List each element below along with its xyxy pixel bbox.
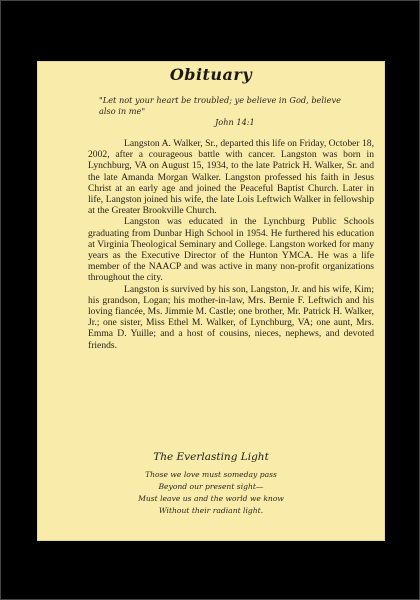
poem-line: Must leave us and the world we know — [138, 494, 284, 503]
poem-line: Beyond our present sight— — [158, 482, 264, 491]
obituary-body — [88, 138, 374, 351]
scripture-reference: John 14:1 — [215, 117, 255, 127]
obituary-title: Obituary — [169, 65, 253, 84]
paragraph-education: Langston was educated in the Lynchburg Public Schools graduating from Dunbar High School in 1954. He furthered his education at Virginia Theological Seminary and College. Langston worked for many years as the Executive Director of the Hunton YMCA. He was a life member of the NAACP and was active in many non-profit organizations throughout the city. — [88, 216, 374, 284]
poem-line: Without their radiant light. — [158, 506, 264, 515]
poem-title: The Everlasting Light — [153, 451, 269, 463]
paragraph-biography: Langston A. Walker, Sr., departed this life on Friday, October 18, 2002, after a courageous battle with cancer. Langston was born in Lynchburg, VA on August 15, 1934, to the late Patrick H. Walker, Sr. and the late Amanda Morgan Walker. Langston professed his faith in Jesus Christ at an early age and joined the Peaceful Baptist Church. Later in life, Langston joined his wife, the late Lois Leftwich Walker in fellowship at the Greater Brookville Church. — [88, 138, 374, 217]
poem-line: Those we love must someday pass — [145, 470, 277, 479]
paragraph-survivors: Langston is survived by his son, Langston, Jr. and his wife, Kim; his grandson, Logan; his mother-in-law, Mrs. Bernie F. Leftwich and his loving fiancée, Ms. Jimmie M. Castle; one brother, Mr. Patrick H. Walker, Jr.; one sister, Miss Ethel M. Walker, of Lynchburg, VA; one aunt, Mrs. Emma D. Yuille; and a host of cousins, nieces, nephews, and devoted friends. — [88, 283, 374, 351]
scripture-verse: "Let not your heart be troubled; ye believe in God, believe also in me" — [99, 95, 341, 116]
obituary-page — [37, 61, 385, 541]
poem — [37, 469, 385, 517]
